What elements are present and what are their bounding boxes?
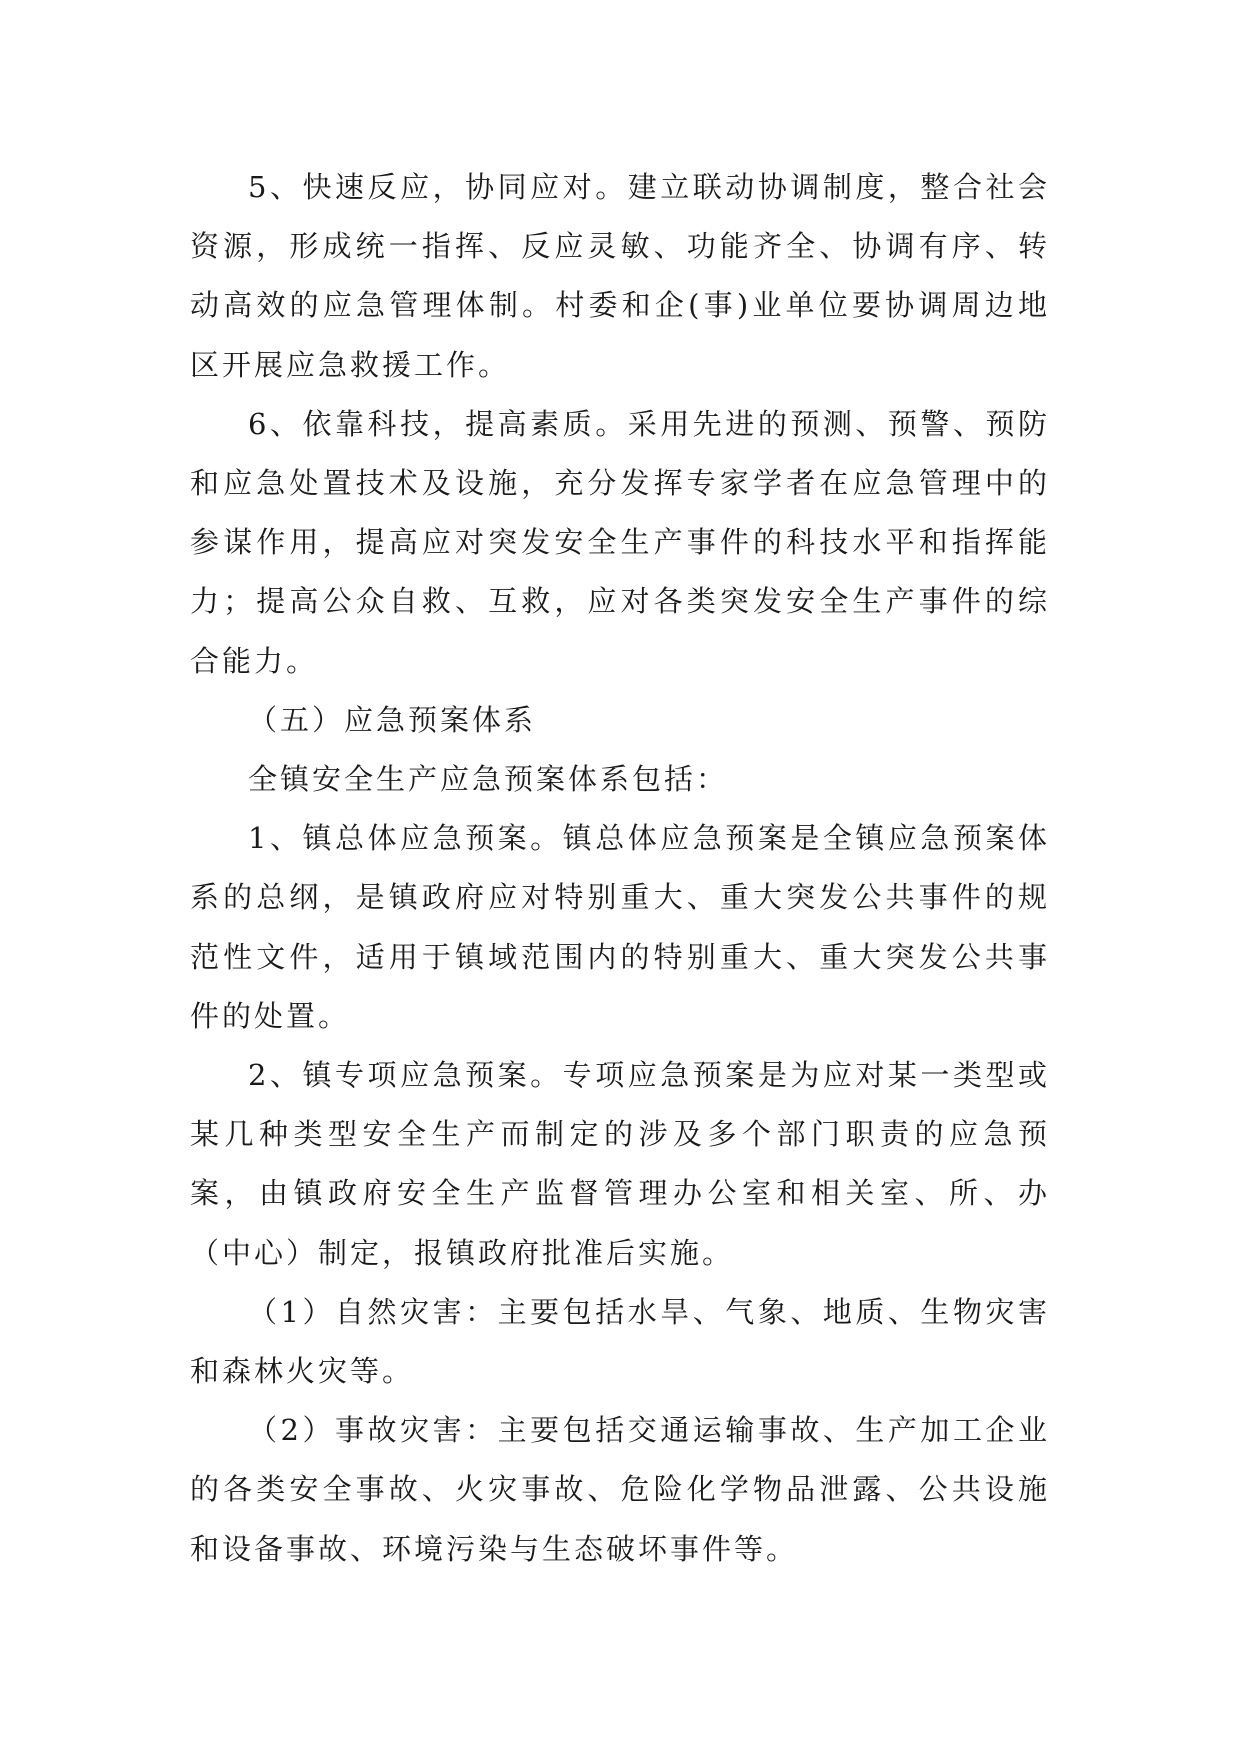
section-heading-emergency-plan-system: （五）应急预案体系: [248, 702, 537, 737]
document-body: [190, 158, 1050, 1579]
paragraph-principle-5: 5、快速反应，协同应对。建立联动协调制度，整合社会资源，形成统一指挥、反应灵敏、功能齐全、协调有序、转动高效的应急管理体制。村委和企(事)业单位要协调周边地区开展应急救援工作。: [190, 170, 1050, 382]
paragraph-plan-system-intro: 全镇安全生产应急预案体系包括：: [248, 762, 729, 797]
paragraph-principle-6: 6、依靠科技，提高素质。采用先进的预测、预警、预防和应急处置技术及设施，充分发挥专家学者在应急管理中的参谋作用，提高应对突发安全生产事件的科技水平和指挥能力；提高公众自救、互救，应对各类突发安全生产事件的综合能力。: [190, 406, 1050, 678]
paragraph-special-plan: 2、镇专项应急预案。专项应急预案是为应对某一类型或某几种类型安全生产而制定的涉及多个部门职责的应急预案，由镇政府安全生产监督管理办公室和相关室、所、办（中心）制定，报镇政府批准后实施。: [190, 1058, 1050, 1270]
paragraph-overall-plan: 1、镇总体应急预案。镇总体应急预案是全镇应急预案体系的总纲，是镇政府应对特别重大、重大突发公共事件的规范性文件，适用于镇域范围内的特别重大、重大突发公共事件的处置。: [190, 821, 1050, 1033]
paragraph-accident-disasters: （2）事故灾害：主要包括交通运输事故、生产加工企业的各类安全事故、火灾事故、危险化学物品泄露、公共设施和设备事故、环境污染与生态破坏事件等。: [190, 1413, 1050, 1566]
paragraph-natural-disasters: （1）自然灾害：主要包括水旱、气象、地质、生物灾害和森林火灾等。: [190, 1294, 1050, 1389]
